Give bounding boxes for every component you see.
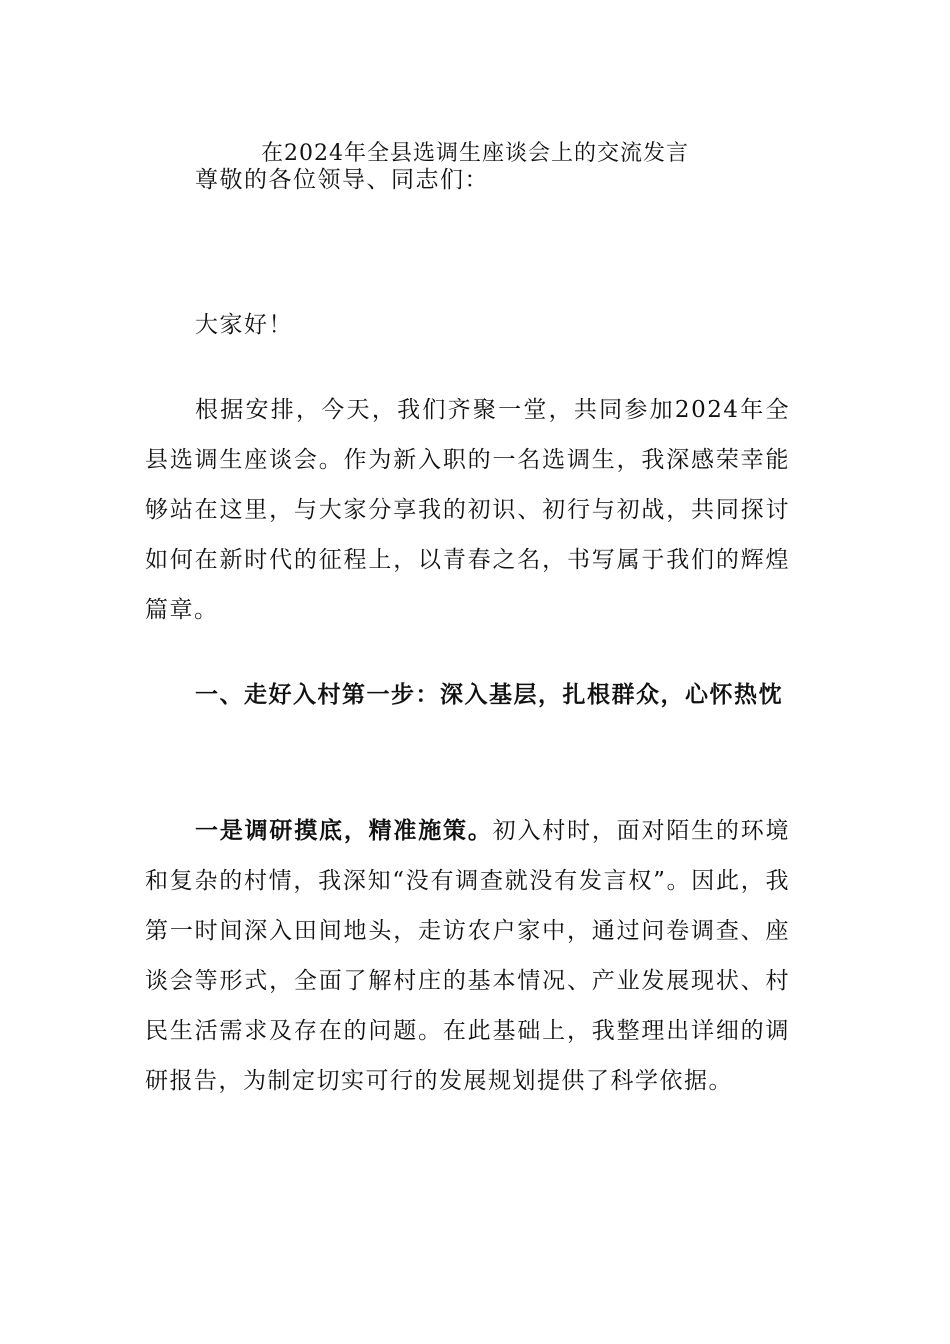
intro-paragraph: 根据安排，今天，我们齐聚一堂，共同参加2024年全县选调生座谈会。作为新入职的一名选调生，我深感荣幸能够站在这里，与大家分享我的初识、初行与初战，共同探讨如何在新时代的征程上，以青春之名，书写属于我们的辉煌篇章。: [145, 397, 790, 623]
point-paragraph: [145, 806, 790, 1106]
section-heading: 一、走好入村第一步：深入基层，扎根群众，心怀热忱: [195, 681, 783, 708]
salutation: 尊敬的各位领导、同志们：: [195, 167, 489, 193]
point-body: 初入村时，面对陌生的环境和复杂的村情，我深知“没有调查就没有发言权”。因此，我第一时间深入田间地头，走访农户家中，通过问卷调查、座谈会等形式，全面了解村庄的基本情况、产业发展现状、村民生活需求及存在的问题。在此基础上，我整理出详细的调研报告，为制定切实可行的发展规划提供了科学依据。: [145, 818, 791, 1094]
point-lead: 一是调研摸底，精准施策。: [195, 817, 493, 844]
document-title: 在2024年全县选调生座谈会上的交流发言: [261, 141, 689, 166]
greeting: 大家好！: [195, 312, 293, 338]
